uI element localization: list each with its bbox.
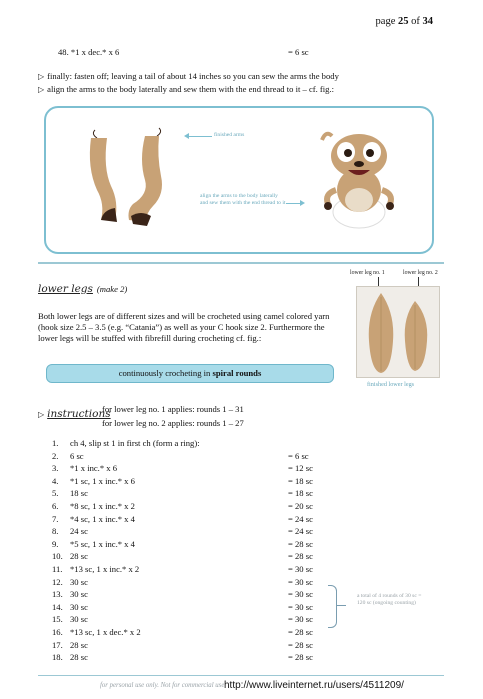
page-number: page 25 of 34 — [375, 16, 433, 27]
round-stitch: *13 sc, 1 x dec.* x 2 — [70, 627, 141, 637]
round-stitch: *1 x inc.* x 6 — [70, 463, 118, 474]
round-result: = 30 sc — [288, 601, 313, 612]
round-stitch: 6 sc — [70, 450, 84, 461]
triangle-bullet-icon: ▷ — [38, 410, 45, 419]
round-number: 8. — [52, 526, 59, 537]
label-align-arms: align the arms to the body laterally and sew them with the end thread to it — [200, 193, 286, 207]
round-result: = 28 sc — [288, 551, 313, 562]
round-number: 7. — [52, 513, 59, 524]
round-stitch: *5 sc, 1 x inc.* x 4 — [70, 538, 135, 549]
section-title: lower legs — [38, 283, 93, 295]
footer-divider — [38, 675, 444, 676]
brace-rounds-12-15 — [328, 585, 337, 628]
round-number: 6. — [52, 501, 59, 511]
round-result: = 24 sc — [288, 513, 313, 524]
round-result: = 30 sc — [288, 576, 313, 587]
round-number: 3. — [52, 463, 59, 474]
triangle-bullet-icon: ▷ — [38, 85, 45, 94]
round-stitch: *1 sc, 1 x inc.* x 6 — [70, 475, 135, 486]
label-leg-1: lower leg no. 1 — [350, 270, 385, 276]
footer-text: for personal use only. Not for commercial use — [100, 682, 225, 689]
round-result: = 30 sc — [288, 589, 313, 600]
round-result: = 18 sc — [288, 475, 313, 486]
round-result: = 30 sc — [288, 614, 313, 625]
round-number: 17. — [52, 639, 63, 650]
legs-caption: finished lower legs — [367, 381, 415, 388]
round-stitch: 28 sc — [70, 639, 88, 650]
round-stitch: 24 sc — [70, 526, 88, 537]
banner-text: continuously crocheting in — [118, 368, 213, 378]
round-number: 1. — [52, 438, 59, 448]
round-number: 5. — [52, 488, 59, 499]
round-stitch: 28 sc — [70, 652, 88, 663]
round-stitch: *4 sc, 1 x inc.* x 4 — [70, 513, 135, 524]
bullet-text: finally: fasten off; leaving a tail of about 14 inches so you can sew the arms the body — [47, 71, 339, 81]
round-stitch: 30 sc — [70, 589, 88, 600]
label-leg-2: lower leg no. 2 — [403, 270, 438, 276]
round-stitch: 18 sc — [70, 488, 88, 499]
round-result: = 28 sc — [288, 538, 313, 549]
round-stitch: 30 sc — [70, 614, 88, 625]
section-note: (make 2) — [96, 284, 128, 294]
applies-leg-1: for lower leg no. 1 applies: rounds 1 – 31 — [102, 404, 244, 414]
round-stitch: *13 sc, 1 x inc.* x 2 — [70, 564, 140, 574]
round-result: = 24 sc — [288, 526, 313, 537]
round-number: 4. — [52, 475, 59, 486]
banner-bold: spiral rounds — [212, 368, 262, 378]
round-number: 2. — [52, 450, 59, 461]
round-stitch: 30 sc — [70, 601, 88, 612]
round-result: = 6 sc — [288, 450, 309, 461]
watermark-url: http://www.liveinternet.ru/users/4511209/ — [224, 680, 404, 691]
round-result: = 28 sc — [288, 639, 313, 650]
round-number: 9. — [52, 538, 59, 549]
round-48-result: = 6 sc — [288, 47, 309, 57]
triangle-bullet-icon: ▷ — [38, 72, 45, 81]
round-result: = 18 sc — [288, 488, 313, 499]
round-number: 14. — [52, 601, 63, 612]
bullet-text: align the arms to the body laterally and sew them with the end thread to it – cf. fig.: — [47, 84, 335, 94]
lower-legs-paragraph: Both lower legs are of different sizes and will be crocheted using camel colored yarn (hook size 2.5 – 3.5 (e.g. “Catania”) as well as your C hook size 2. Furthermore the lower legs will be stuffed with fibrefill during crocheting cf. fig.: — [38, 311, 330, 344]
round-stitch: 28 sc — [70, 551, 88, 562]
round-result: = 20 sc — [288, 501, 313, 511]
round-number: 13. — [52, 589, 63, 600]
round-number: 18. — [52, 652, 63, 663]
round-result: = 28 sc — [288, 652, 313, 663]
brace-tip — [336, 605, 346, 606]
round-number: 16. — [52, 627, 63, 637]
applies-leg-2: for lower leg no. 2 applies: rounds 1 – 27 — [102, 418, 244, 428]
round-number: 11. — [52, 564, 63, 574]
round-result: = 12 sc — [288, 463, 313, 474]
instructions-title: instructions — [47, 408, 111, 420]
brace-note: a total of 4 rounds of 30 sc = 120 sc (ongoing counting) — [357, 593, 422, 607]
round-number: 12. — [52, 576, 63, 587]
round-stitch: 30 sc — [70, 576, 88, 587]
round-number: 10. — [52, 551, 63, 562]
round-result: = 28 sc — [288, 627, 313, 637]
round-result: = 30 sc — [288, 564, 313, 574]
label-finished-arms: finished arms — [214, 132, 245, 138]
round-stitch: ch 4, slip st 1 in first ch (form a ring): — [70, 438, 200, 448]
round-48-stitch: 48. *1 x dec.* x 6 — [58, 47, 120, 57]
round-stitch: *8 sc, 1 x inc.* x 2 — [70, 501, 135, 511]
round-number: 15. — [52, 614, 63, 625]
